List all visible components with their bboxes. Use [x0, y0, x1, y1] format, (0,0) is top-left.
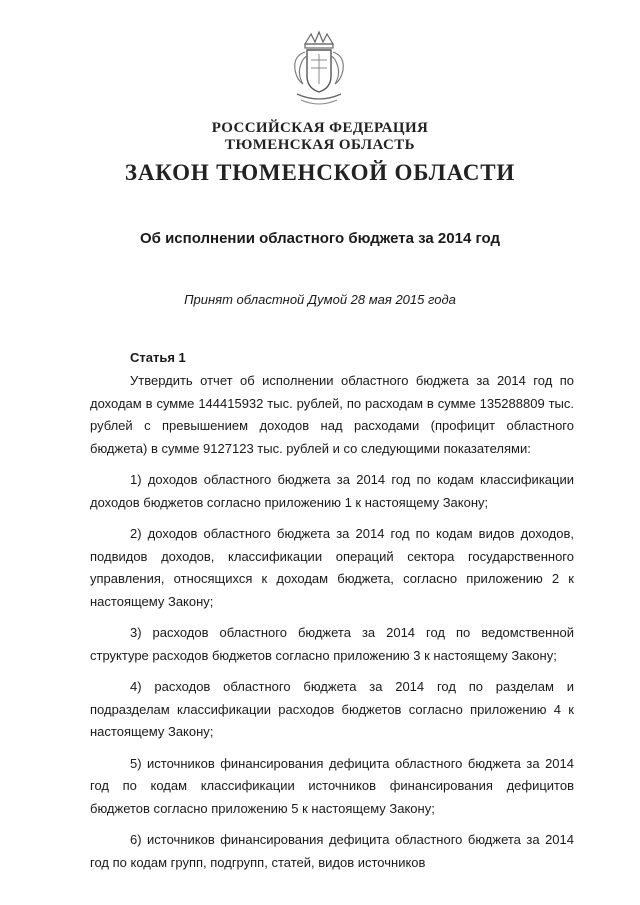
federation-heading: РОССИЙСКАЯ ФЕДЕРАЦИЯ — [211, 120, 429, 136]
region-heading: ТЮМЕНСКАЯ ОБЛАСТЬ — [225, 137, 415, 153]
paragraph-item-3: 3) расходов областного бюджета за 2014 год по ведомственной структуре расходов бюджетов согласно приложению 3 к настоящему Закону; — [90, 625, 574, 663]
paragraph-item-6: 6) источников финансирования дефицита областного бюджета за 2014 год по кодам групп, подгрупп, статей, видов источников — [90, 832, 574, 870]
paragraph-item-2: 2) доходов областного бюджета за 2014 год по кодам видов доходов, подвидов доходов, классификации операций сектора государственного управления, относящихся к доходам бюджета, согласно приложению 2 к настоящему Закону; — [90, 526, 574, 609]
law-type-heading: ЗАКОН ТЮМЕНСКОЙ ОБЛАСТИ — [124, 160, 516, 185]
article-heading: Статья 1 — [130, 350, 186, 365]
paragraph-item-4: 4) расходов областного бюджета за 2014 год по разделам и подразделам классификации расходов бюджетов согласно приложению 4 к настоящему Закону; — [90, 679, 574, 739]
coat-of-arms-icon — [283, 30, 355, 110]
paragraph-intro: Утвердить отчет об исполнении областного бюджета за 2014 год по доходам в сумме 144415932 тыс. рублей, по расходам в сумме 135288809 тыс. рублей с превышением доходов над расходами (профицит областного бюджета) в сумме 9127123 тыс. рублей и со следующими показателями: — [90, 373, 574, 456]
adoption-note: Принят областной Думой 28 мая 2015 года — [184, 292, 456, 307]
article-body — [90, 370, 574, 883]
paragraph-item-5: 5) источников финансирования дефицита областного бюджета за 2014 год по кодам классификации источников финансирования дефицитов бюджетов согласно приложению 5 к настоящему Закону; — [90, 755, 574, 816]
paragraph-item-1: 1) доходов областного бюджета за 2014 год по кодам классификации доходов бюджетов согласно приложению 1 к настоящему Закону; — [90, 472, 574, 510]
document-title: Об исполнении областного бюджета за 2014 год — [139, 230, 500, 247]
